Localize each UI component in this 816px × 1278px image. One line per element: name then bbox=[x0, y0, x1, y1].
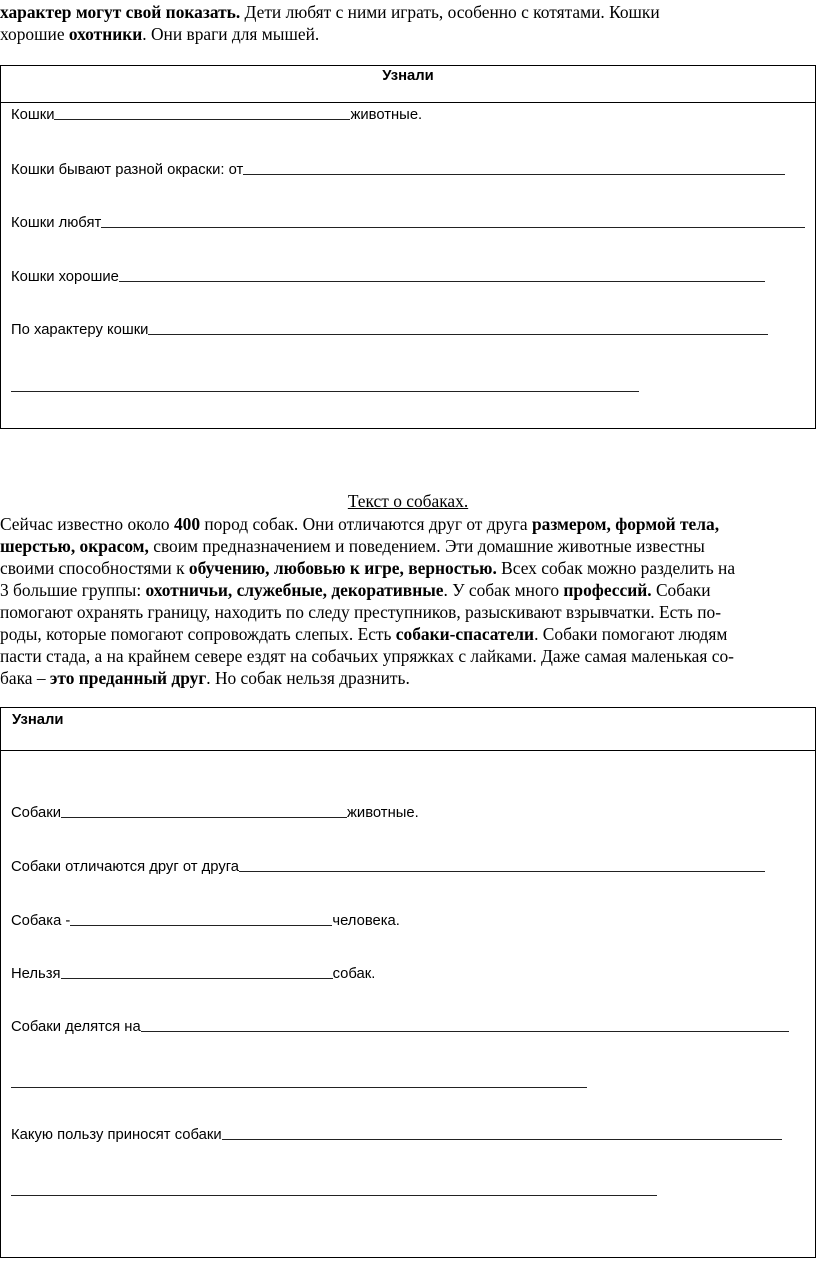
text-fragment: пасти стада, а на крайнем севере ездят на собачьих упряжках с лайками. Даже самая маленькая со- bbox=[0, 646, 734, 666]
intro-text bbox=[0, 1, 816, 45]
cats-learned-box bbox=[0, 65, 816, 429]
cats-row-4[interactable]: Кошки хорошие bbox=[11, 269, 765, 285]
text-fragment: Собаки bbox=[651, 580, 711, 600]
answer-blank[interactable] bbox=[61, 816, 347, 818]
cats-box-header bbox=[1, 66, 815, 103]
bold-phrase: охотничьи, служебные, декоративные bbox=[145, 580, 444, 600]
text-fragment: роды, которые помогают сопровождать слепых. Есть bbox=[0, 624, 396, 644]
cats-row-5[interactable]: По характеру кошки bbox=[11, 322, 768, 338]
intro-line-1: характер могут свой показать. Дети любят с ними играть, особенно с котятами. Кошки bbox=[0, 2, 660, 22]
text-fragment: пород собак. Они отличаются друг от друга bbox=[200, 514, 532, 534]
paragraph-line bbox=[0, 645, 816, 667]
paragraph-line bbox=[0, 667, 816, 689]
answer-blank[interactable] bbox=[11, 391, 639, 392]
answer-blank[interactable] bbox=[61, 977, 333, 979]
dogs-row-3[interactable]: Собака - человека. bbox=[11, 913, 400, 929]
answer-blank[interactable] bbox=[243, 173, 785, 175]
bold-phrase: 400 bbox=[173, 514, 201, 534]
text-fragment: Всех собак можно разделить на bbox=[496, 558, 736, 578]
dogs-box-title: Узнали bbox=[12, 712, 64, 728]
bold-phrase: собаки-спасатели bbox=[395, 624, 535, 644]
text-fragment: . Но собак нельзя дразнить. bbox=[206, 668, 410, 688]
intro-line-2: хорошие охотники. Они враги для мышей. bbox=[0, 24, 320, 44]
paragraph-line bbox=[0, 535, 816, 557]
paragraph-line bbox=[0, 513, 816, 535]
paragraph-line bbox=[0, 601, 816, 623]
dogs-row-1[interactable]: Собаки животные. bbox=[11, 805, 419, 821]
bold-phrase: шерстью, окрасом, bbox=[0, 536, 149, 556]
bold-phrase: обучению, любовью к игре, верностью. bbox=[188, 558, 497, 578]
text-fragment: бака – bbox=[0, 668, 50, 688]
text-fragment: Сейчас известно около bbox=[0, 514, 174, 534]
answer-blank[interactable] bbox=[119, 280, 765, 282]
dogs-learned-box bbox=[0, 707, 816, 1258]
answer-blank[interactable] bbox=[222, 1138, 782, 1140]
dogs-row-5[interactable]: Собаки делятся на bbox=[11, 1019, 789, 1035]
dogs-box-header bbox=[1, 708, 815, 751]
text-fragment: помогают охранять границу, находить по следу преступников, разыскивают взрывчатки. Есть по- bbox=[0, 602, 721, 622]
paragraph-line bbox=[0, 579, 816, 601]
cats-row-1[interactable]: Кошки животные. bbox=[11, 107, 423, 123]
answer-blank[interactable] bbox=[11, 1087, 587, 1088]
answer-blank[interactable] bbox=[148, 333, 768, 335]
answer-blank[interactable] bbox=[141, 1030, 789, 1032]
text-fragment: . У собак много bbox=[443, 580, 564, 600]
answer-blank[interactable] bbox=[101, 226, 805, 228]
text-fragment: . Собаки помогают людям bbox=[534, 624, 728, 644]
cats-row-2[interactable]: Кошки бывают разной окраски: от bbox=[11, 162, 785, 178]
bold-phrase: профессий. bbox=[563, 580, 652, 600]
text-fragment: своими способностями к bbox=[0, 558, 189, 578]
answer-blank[interactable] bbox=[11, 1195, 657, 1196]
dogs-text-title: Текст о собаках. bbox=[347, 491, 469, 511]
paragraph-line bbox=[0, 557, 816, 579]
answer-blank[interactable] bbox=[54, 118, 350, 120]
bold-phrase: размером, формой тела, bbox=[531, 514, 720, 534]
answer-blank[interactable] bbox=[70, 924, 332, 926]
bold-phrase: это преданный друг bbox=[49, 668, 207, 688]
cats-box-title: Узнали bbox=[382, 68, 434, 84]
dogs-row-2[interactable]: Собаки отличаются друг от друга bbox=[11, 859, 765, 875]
paragraph-line bbox=[0, 623, 816, 645]
text-fragment: своим предназначением и поведением. Эти домашние животные известны bbox=[148, 536, 705, 556]
cats-row-3[interactable]: Кошки любят bbox=[11, 215, 805, 231]
answer-blank[interactable] bbox=[239, 870, 765, 872]
dogs-row-4[interactable]: Нельзя собак. bbox=[11, 966, 376, 982]
dogs-row-6[interactable]: Какую пользу приносят собаки bbox=[11, 1127, 782, 1143]
dogs-paragraph bbox=[0, 513, 816, 689]
text-fragment: 3 большие группы: bbox=[0, 580, 146, 600]
